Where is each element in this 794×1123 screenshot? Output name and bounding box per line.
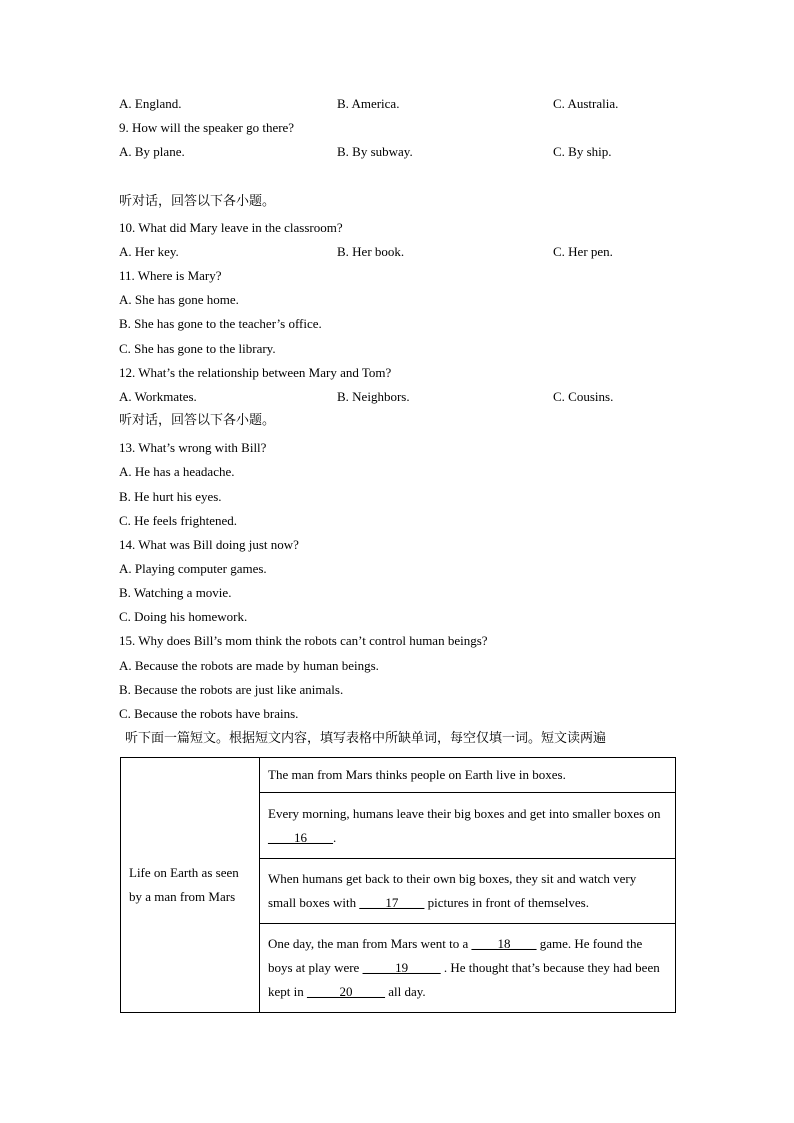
table-row-1: The man from Mars thinks people on Earth live in boxes. [260,758,676,793]
q8-option-c: C. Australia. [553,96,619,111]
row4-text-3: . He thought that’s because they had been kept in [268,960,660,999]
passage-table [120,757,676,1013]
q14-option-a: A. Playing computer games. [119,561,267,576]
row3-text-after: pictures in front of themselves. [424,895,589,910]
blank-20: _____20_____ [307,984,385,999]
table-row-2 [260,793,676,859]
section-heading-dialogue-2: 听对话，回答以下各小题。 [119,413,276,428]
blank-19: _____19_____ [362,960,441,975]
q15-question: 15. Why does Bill’s mom think the robots can’t control human beings? [119,633,488,648]
q13-option-a: A. He has a headache. [119,464,235,479]
q15-option-a: A. Because the robots are made by human beings. [119,658,379,673]
q13-option-b: B. He hurt his eyes. [119,489,222,504]
q9-option-c: C. By ship. [553,144,612,159]
q14-question: 14. What was Bill doing just now? [119,537,299,552]
blank-18: ____18____ [471,936,537,951]
q11-option-a: A. She has gone home. [119,292,239,307]
q12-option-a: A. Workmates. [119,389,197,404]
table-row-3 [260,859,676,924]
blank-17: ____17____ [359,895,425,910]
table-row-4 [260,924,676,1013]
q15-option-b: B. Because the robots are just like animals. [119,682,344,697]
q13-option-c: C. He feels frightened. [119,513,238,528]
q10-option-a: A. Her key. [119,244,179,259]
q9-option-a: A. By plane. [119,144,185,159]
row4-text-1: One day, the man from Mars went to a [268,936,472,951]
row3-text-before: When humans get back to their own big boxes, they sit and watch very small boxes with [268,871,637,910]
row2-text-before: Every morning, humans leave their big boxes and get into smaller boxes on [268,805,661,821]
q10-question: 10. What did Mary leave in the classroom? [119,220,343,235]
q10-option-b: B. Her book. [337,244,405,259]
section-heading-passage: 听下面一篇短文。根据短文内容，填写表格中所缺单词，每空仅填一词。短文读两遍 [125,731,607,746]
row4-text-2: game. He found the boys at play were [268,936,643,975]
table-left-cell: Life on Earth as seen by a man from Mars [121,758,260,1013]
q13-question: 13. What’s wrong with Bill? [119,440,267,455]
q9-option-b: B. By subway. [337,144,413,159]
q14-option-c: C. Doing his homework. [119,609,248,624]
q14-option-b: B. Watching a movie. [119,585,232,600]
q8-option-a: A. England. [119,96,182,111]
q12-option-b: B. Neighbors. [337,389,410,404]
q12-question: 12. What’s the relationship between Mary and Tom? [119,365,392,380]
section-heading-dialogue-1: 听对话，回答以下各小题。 [119,194,276,209]
row4-text-4: all day. [385,984,426,999]
q11-option-b: B. She has gone to the teacher’s office. [119,316,322,331]
q10-option-c: C. Her pen. [553,244,613,259]
q9-question: 9. How will the speaker go there? [119,120,295,135]
q8-option-b: B. America. [337,96,400,111]
q11-question: 11. Where is Mary? [119,268,222,283]
q15-option-c: C. Because the robots have brains. [119,706,299,721]
q12-option-c: C. Cousins. [553,389,614,404]
q11-option-c: C. She has gone to the library. [119,341,276,356]
blank-16: ____16____ [268,829,333,845]
row2-text-after: . [333,829,337,845]
